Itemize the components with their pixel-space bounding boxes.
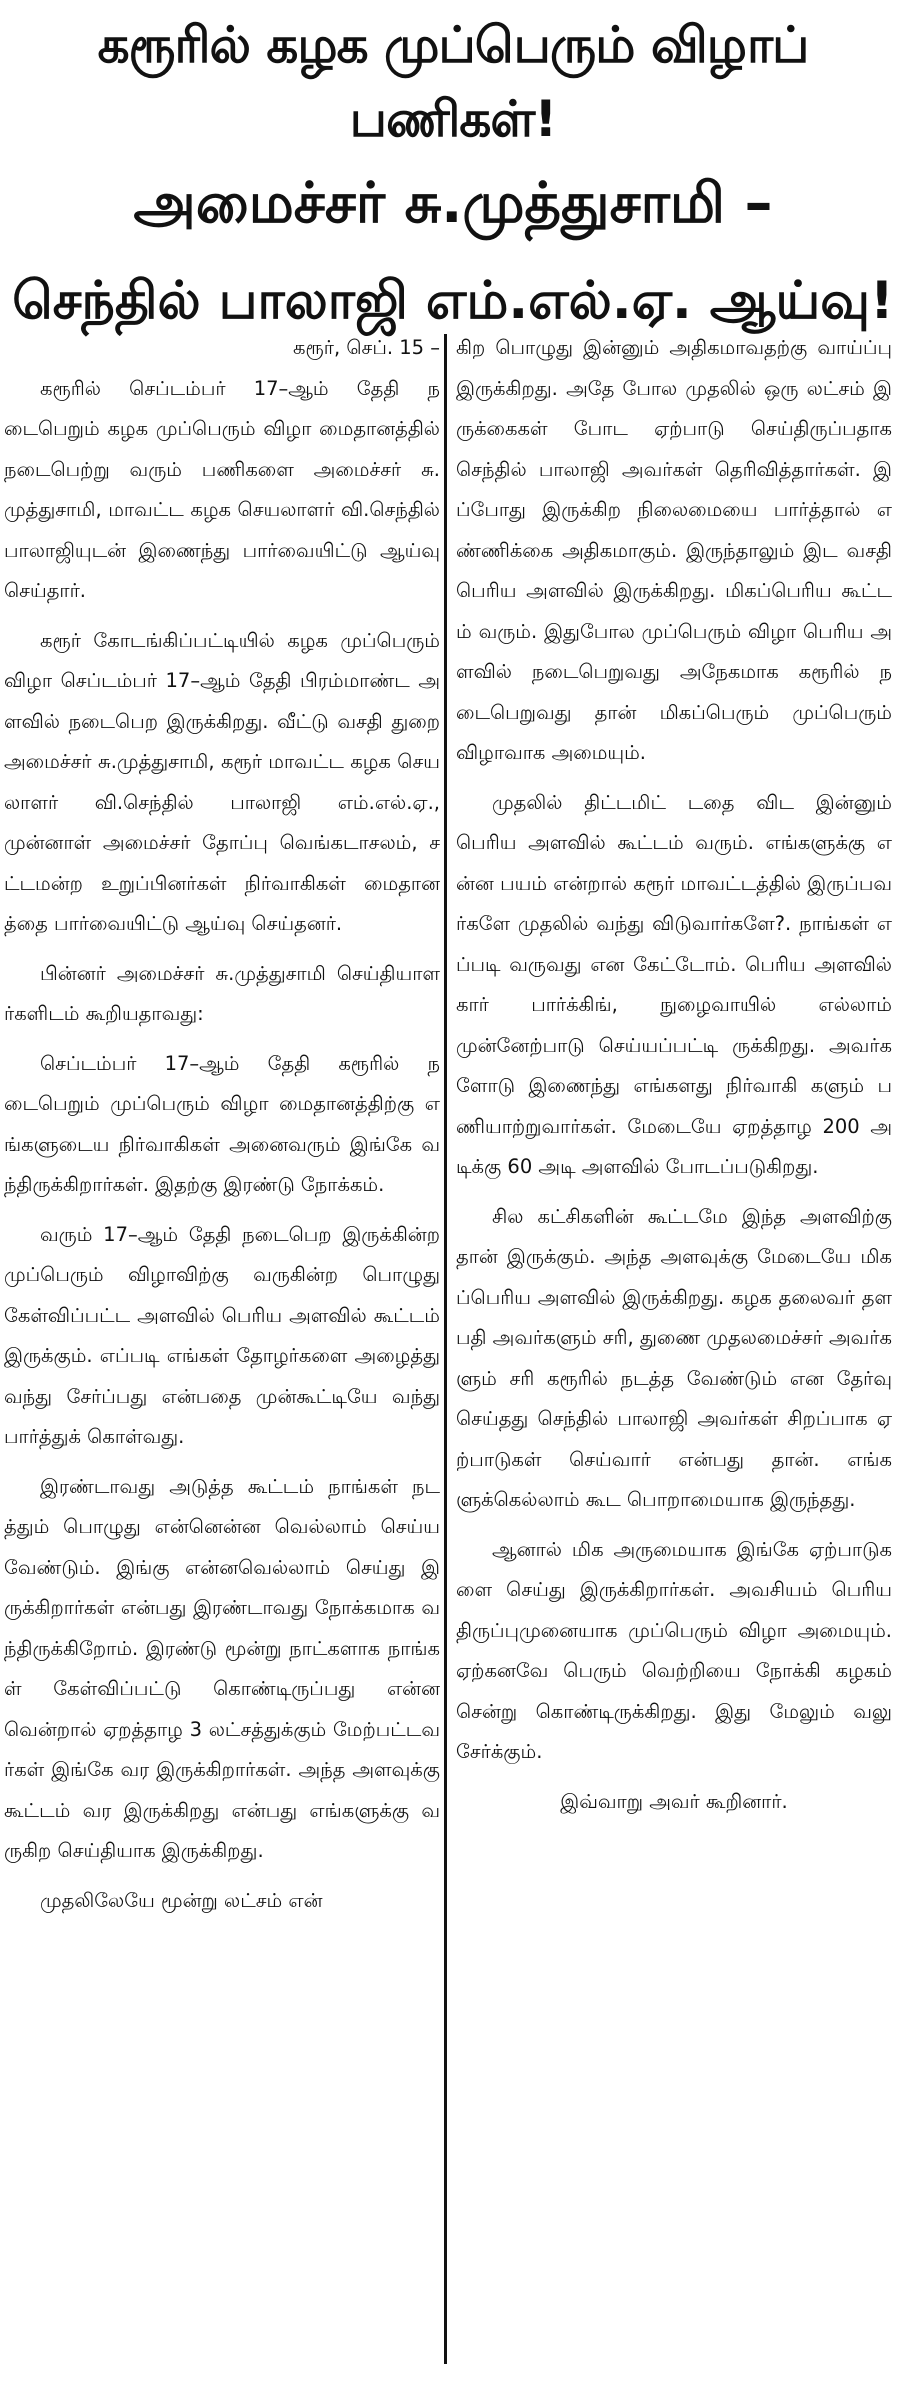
article-body	[0, 328, 906, 2382]
article-paragraph: பின்னர் அமைச்சர் சு.முத்துசாமி செய்தியாளர்களிடம் கூறியதாவது:	[4, 961, 440, 1025]
closing-line: இவ்வாறு அவர் கூறினார்.	[560, 1789, 788, 1813]
headline-line-3: செந்தில் பாலாஜி எம்.எல்.ஏ. ஆய்வு!	[12, 271, 894, 331]
article-paragraph: இரண்டாவது அடுத்த கூட்டம் நாங்கள் நடத்தும் பொழுது என்னென்ன வெல்லாம் செய்ய வேண்டும். இங்கு என்னவெல்லாம் செய்து இருக்கிறார்கள் என்பது இரண்டாவது நோக்கமாக வந்திருக்கிறோம். இரண்டு மூன்று நாட்களாக நாங்கள் கேள்விப்பட்டு கொண்டிருப்பது என்னவென்றால் ஏறத்தாழ 3 லட்சத்துக்கும் மேற்பட்டவர்கள் இங்கே வர இருக்கிறார்கள். அந்த அளவுக்கு கூட்டம் வர இருக்கிறது என்பது எங்களுக்கு வருகிற செய்தியாக இருக்கிறது.	[4, 1474, 440, 1862]
article-paragraph: செப்டம்பர் 17–ஆம் தேதி கரூரில் நடைபெறும் முப்பெரும் விழா மைதானத்திற்கு எங்களுடைய நிர்வாகிகள் அனைவரும் இங்கே வந்திருக்கிறார்கள். இதற்கு இரண்டு நோக்கம்.	[4, 1051, 440, 1196]
headline-line-2: அமைச்சர் சு.முத்துசாமி –	[133, 171, 773, 236]
dateline: கரூர், செப். 15 –	[293, 336, 440, 359]
article-paragraph: வரும் 17–ஆம் தேதி நடைபெற இருக்கின்ற முப்பெரும் விழாவிற்கு வருகின்ற பொழுது கேள்விப்பட்ட அளவில் பெரிய அளவில் கூட்டம் இருக்கும். எப்படி எங்கள் தோழர்களை அழைத்து வந்து சேர்ப்பது என்பதை முன்கூட்டியே வந்து பார்த்துக் கொள்வது.	[4, 1222, 440, 1448]
article-paragraph: சில கட்சிகளின் கூட்டமே இந்த அளவிற்கு தான் இருக்கும். அந்த அளவுக்கு மேடையே மிகப்பெரிய அளவில் இருக்கிறது. கழக தலைவர் தளபதி அவர்களும் சரி, துணை முதலமைச்சர் அவர்களும் சரி கரூரில் நடத்த வேண்டும் என தேர்வு செய்தது செந்தில் பாலாஜி அவர்கள் சிறப்பாக ஏற்பாடுகள் செய்வார் என்பது தான். எங்களுக்கெல்லாம் கூட பொறாமையாக இருந்தது.	[456, 1204, 892, 1511]
article-paragraph: கிற பொழுது இன்னும் அதிகமாவதற்கு வாய்ப்பு இருக்கிறது. அதே போல முதலில் ஒரு லட்சம் இருக்கைகள் போட ஏற்பாடு செய்திருப்பதாக செந்தில் பாலாஜி அவர்கள் தெரிவித்தார்கள். இப்போது இருக்கிற நிலைமையை பார்த்தால் எண்ணிக்கை அதிகமாகும். இருந்தாலும் இட வசதி பெரிய அளவில் இருக்கிறது. மிகப்பெரிய கூட்டம் வரும். இதுபோல முப்பெரும் விழா பெரிய அளவில் நடைபெறுவது அநேகமாக கரூரில் நடைபெறுவது தான் மிகப்பெரும் முப்பெரும் விழாவாக அமையும்.	[456, 336, 892, 764]
article-paragraph: கரூர் கோடங்கிப்பட்டியில் கழக முப்பெரும் விழா செப்டம்பர் 17–ஆம் தேதி பிரம்மாண்ட அளவில் நடைபெற இருக்கிறது. வீட்டு வசதி துறை அமைச்சர் சு.முத்துசாமி, கரூர் மாவட்ட கழக செயலாளர் வி.செந்தில் பாலாஜி எம்.எல்.ஏ., முன்னாள் அமைச்சர் தோப்பு வெங்கடாசலம், சட்டமன்ற உறுப்பினர்கள் நிர்வாகிகள் மைதானத்தை பார்வையிட்டு ஆய்வு செய்தனர்.	[4, 628, 440, 935]
article-column-left	[4, 328, 440, 2382]
article-paragraph: முதலில் திட்டமிட் டதை விட இன்னும் பெரிய அளவில் கூட்டம் வரும். எங்களுக்கு என்ன பயம் என்றால் கரூர் மாவட்டத்தில் இருப்பவர்களே முதலில் வந்து விடுவார்களே?. நாங்கள் எப்படி வருவது என கேட்டோம். பெரிய அளவில் கார் பார்க்கிங், நுழைவாயில் எல்லாம் முன்னேற்பாடு செய்யப்பட்டி ருக்கிறது. அவர்களோடு இணைந்து எங்களது நிர்வாகி களும் பணியாற்றுவார்கள். மேடையே ஏறத்தாழ 200 அடிக்கு 60 அடி அளவில் போடப்படுகிறது.	[456, 790, 892, 1178]
article-paragraph: முதலிலேயே மூன்று லட்சம் என்	[40, 1888, 323, 1912]
headline-line-1: கரூரில் கழக முப்பெரும் விழாப் பணிகள்!	[97, 16, 809, 148]
article-column-right	[456, 328, 892, 2382]
article-paragraph: ஆனால் மிக அருமையாக இங்கே ஏற்பாடுகளை செய்து இருக்கிறார்கள். அவசியம் பெரிய திருப்புமுனையாக முப்பெரும் விழா அமையும். ஏற்கனவே பெரும் வெற்றியை நோக்கி கழகம் சென்று கொண்டிருக்கிறது. இது மேலும் வலு சேர்க்கும்.	[456, 1537, 892, 1763]
article-paragraph: கரூரில் செப்டம்பர் 17–ஆம் தேதி நடைபெறும் கழக முப்பெரும் விழா மைதானத்தில் நடைபெற்று வரும் பணிகளை அமைச்சர் சு.முத்துசாமி, மாவட்ட கழக செயலாளர் வி.செந்தில் பாலாஜியுடன் இணைந்து பார்வையிட்டு ஆய்வு செய்தார்.	[4, 376, 440, 602]
